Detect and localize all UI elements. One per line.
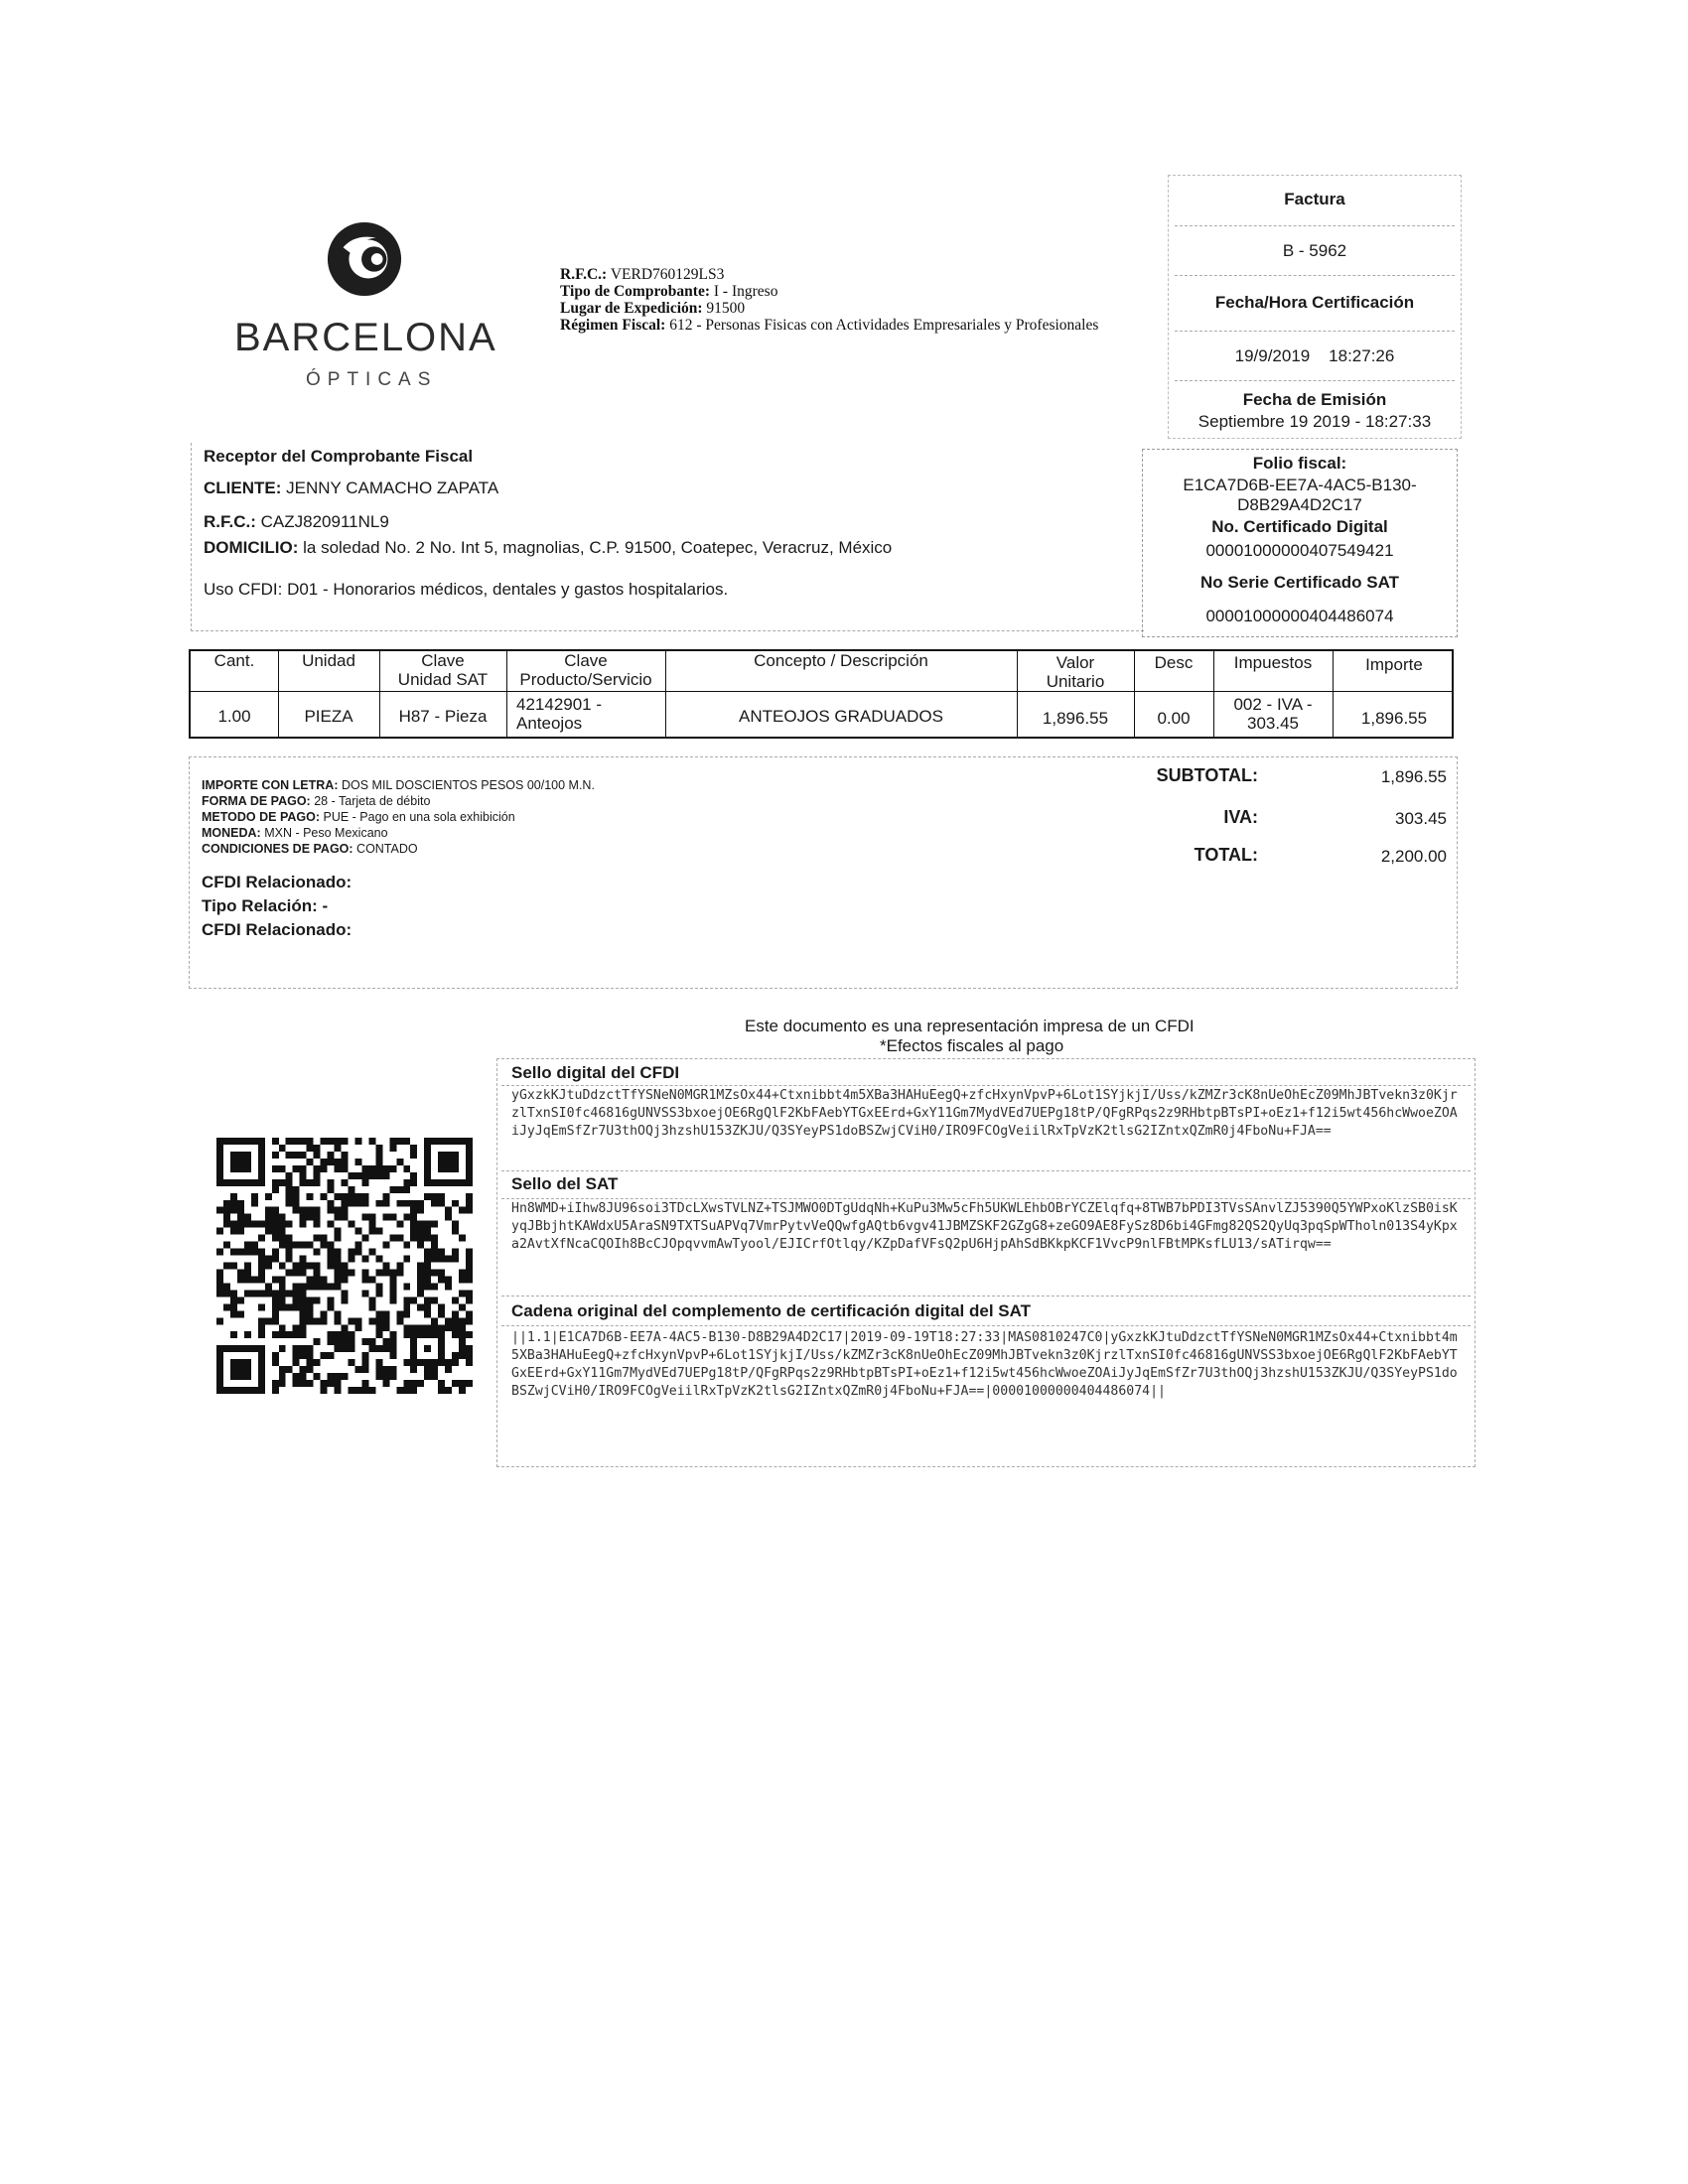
th-clave-prod-1: Clave bbox=[564, 651, 608, 670]
amount-letter: DOS MIL DOSCIENTOS PESOS 00/100 M.N. bbox=[341, 778, 595, 792]
relation-type: Tipo Relación: - bbox=[202, 896, 329, 915]
issuer-regimen: 612 - Personas Fisicas con Actividades Empresariales y Profesionales bbox=[669, 317, 1099, 334]
payment-method-label: METODO DE PAGO: bbox=[202, 810, 320, 824]
client-rfc-line bbox=[204, 512, 389, 532]
sat-seal-text: Hn8WMD+iIhw8JU96soi3TDcLXwsTVLNZ+TSJMWO0DTgUdqNh+KuPu3Mw5cFh5UKWLEhbOBrYCZElqfq+8TWB7bPDI3TVsSAnvlZJ5390Q5YWPxoKlzSB0isKyqJBbjhtKAWdxU5AraSN9TXTSuAPVq7VmrPytvVeQQwfgAQtb6vgv41JBMZSKF2GZgG8+zeGO9AE8FySz8D6bi4GFmg82QS2QyUq3pqSpWTholn013S4yKpxa2AvtXfNcaCQOIh8BcCJOpqvvmAwTyool/EJICrfOtlqy/KZpDafVFsQ2pU6HjpAhSdBKkpKCF1VvcP9nlFBtMPKsfLU13/sATirqw== bbox=[511, 1201, 1458, 1252]
currency-label: MONEDA: bbox=[202, 826, 261, 840]
cert-digital-label: No. Certificado Digital bbox=[1211, 517, 1388, 536]
invoice-title: Factura bbox=[1284, 190, 1345, 208]
issuer-lugar-label: Lugar de Expedición: bbox=[560, 300, 703, 317]
qr-code-icon bbox=[216, 1138, 473, 1394]
th-unidad: Unidad bbox=[302, 651, 355, 670]
subtotal-value: 1,896.55 bbox=[1380, 767, 1447, 786]
barcelona-logo-icon bbox=[326, 220, 403, 298]
emission-date: Septiembre 19 2019 - 18:27:33 bbox=[1197, 412, 1432, 431]
th-desc: Desc bbox=[1154, 653, 1194, 672]
total-label: TOTAL: bbox=[1194, 845, 1258, 865]
amount-letter-label: IMPORTE CON LETRA: bbox=[202, 778, 339, 792]
th-concepto: Concepto / Descripción bbox=[754, 651, 928, 670]
sat-serial-label: No Serie Certificado SAT bbox=[1200, 573, 1399, 592]
payment-conditions-label: CONDICIONES DE PAGO: bbox=[202, 842, 353, 856]
cfdi-related-1: CFDI Relacionado: bbox=[202, 873, 352, 891]
cert-digital: 00001000000407549421 bbox=[1205, 541, 1394, 560]
cert-datetime-label: Fecha/Hora Certificación bbox=[1214, 293, 1415, 312]
items-table bbox=[189, 649, 1454, 739]
th-cant: Cant. bbox=[213, 651, 255, 670]
client-address-label: DOMICILIO: bbox=[204, 538, 299, 557]
company-subtitle: ÓPTICAS bbox=[306, 369, 438, 390]
invoice-number: B - 5962 bbox=[1282, 241, 1347, 260]
client-line bbox=[204, 478, 498, 498]
th-valor-1: Valor bbox=[1055, 653, 1095, 672]
cfdi-seal-title: Sello digital del CFDI bbox=[511, 1063, 680, 1082]
client-address-line bbox=[204, 538, 892, 558]
item-unidad: PIEZA bbox=[304, 707, 353, 726]
folio-box bbox=[1142, 449, 1458, 637]
issuer-info bbox=[560, 266, 1116, 334]
th-clave-sat-2: Unidad SAT bbox=[397, 670, 489, 689]
cfdi-use-line bbox=[204, 580, 728, 600]
folio-line-1: E1CA7D6B-EE7A-4AC5-B130- bbox=[1183, 476, 1417, 494]
digital-seals bbox=[496, 1058, 1476, 1467]
subtotal-label: SUBTOTAL: bbox=[1156, 765, 1258, 785]
client-address: la soledad No. 2 No. Int 5, magnolias, C.P. 91500, Coatepec, Veracruz, México bbox=[303, 538, 893, 557]
cfdi-related bbox=[202, 871, 352, 942]
item-impuestos-2: 303.45 bbox=[1247, 714, 1299, 733]
th-impuestos: Impuestos bbox=[1233, 653, 1313, 672]
sat-serial: 00001000000404486074 bbox=[1205, 607, 1394, 625]
item-impuestos-1: 002 - IVA - bbox=[1233, 695, 1313, 714]
company-name: BARCELONA bbox=[234, 316, 497, 359]
totals-section bbox=[189, 756, 1458, 989]
print-note-line-2: *Efectos fiscales al pago bbox=[880, 1036, 1064, 1055]
item-clave-prod-1: 42142901 - bbox=[516, 695, 603, 714]
client-rfc-label: R.F.C.: bbox=[204, 512, 256, 531]
issuer-rfc-label: R.F.C.: bbox=[560, 266, 608, 283]
sat-seal-title: Sello del SAT bbox=[511, 1174, 619, 1193]
item-importe: 1,896.55 bbox=[1360, 709, 1428, 728]
cfdi-use: D01 - Honorarios médicos, dentales y gastos hospitalarios. bbox=[287, 580, 729, 599]
total-value: 2,200.00 bbox=[1380, 847, 1447, 866]
payment-info bbox=[202, 777, 595, 857]
payment-method: PUE - Pago en una sola exhibición bbox=[323, 810, 515, 824]
item-valor: 1,896.55 bbox=[1042, 709, 1109, 728]
payment-conditions: CONTADO bbox=[356, 842, 418, 856]
receptor-title: Receptor del Comprobante Fiscal bbox=[204, 447, 474, 466]
folio-label: Folio fiscal: bbox=[1252, 454, 1347, 473]
item-desc: 0.00 bbox=[1157, 709, 1191, 728]
cfdi-use-label: Uso CFDI: bbox=[204, 580, 283, 599]
th-valor bbox=[1017, 653, 1134, 691]
issuer-tipo: I - Ingreso bbox=[713, 283, 778, 300]
emission-date-label: Fecha de Emisión bbox=[1242, 390, 1387, 409]
issuer-regimen-label: Régimen Fiscal: bbox=[560, 317, 666, 334]
currency: MXN - Peso Mexicano bbox=[264, 826, 388, 840]
cert-time: 18:27:26 bbox=[1329, 346, 1395, 365]
client-label: CLIENTE: bbox=[204, 478, 282, 497]
th-clave-prod-2: Producto/Servicio bbox=[519, 670, 652, 689]
folio-line-2: D8B29A4D2C17 bbox=[1237, 495, 1362, 514]
print-note-line-1: Este documento es una representación impresa de un CFDI bbox=[745, 1017, 1195, 1035]
item-cant: 1.00 bbox=[217, 707, 251, 726]
th-importe: Importe bbox=[1365, 655, 1423, 674]
item-clave-prod-2: Anteojos bbox=[516, 714, 583, 733]
client-rfc: CAZJ820911NL9 bbox=[260, 512, 389, 531]
cfdi-related-2: CFDI Relacionado: bbox=[202, 920, 352, 939]
cfdi-seal-text: yGxzkKJtuDdzctTfYSNeN0MGR1MZsOx44+Ctxnibbt4m5XBa3HAHuEegQ+zfcHxynVpvP+6Lot1SYjkjI/Uss/kZMZr3cK8nUeOhEcZ09MhJBTvekn3z0KjrzlTxnSI0fc46816gUNVSS3bxoejOE6RgQlF2KbFAebYTGxEErd+GxY11Gm7MydVEd7UEPg18tP/QFgRPqs2z9RHbtpBTsPI+oEz1+f12i5wt456hcWwoeZOAiJyJqEmSfZr7U3thOQj3hzshU153ZKJU/Q3SYeyPS1doBSZwjCViH0/IRO9FCOgVeiilRxTpVzK2tlsG2IZntxQZmR0j4FboNu+FJA== bbox=[511, 1088, 1458, 1139]
cert-datetime bbox=[1169, 346, 1461, 366]
payment-form-label: FORMA DE PAGO: bbox=[202, 794, 311, 808]
payment-form: 28 - Tarjeta de débito bbox=[314, 794, 431, 808]
item-concepto: ANTEOJOS GRADUADOS bbox=[739, 707, 943, 726]
issuer-lugar: 91500 bbox=[706, 300, 746, 317]
receptor-section bbox=[191, 443, 1144, 631]
invoice-header-box bbox=[1168, 175, 1462, 439]
issuer-rfc: VERD760129LS3 bbox=[610, 266, 725, 283]
iva-label: IVA: bbox=[1223, 807, 1258, 827]
cadena-text: ||1.1|E1CA7D6B-EE7A-4AC5-B130-D8B29A4D2C17|2019-09-19T18:27:33|MAS0810247C0|yGxzkKJtuDdzctTfYSNeN0MGR1MZsOx44+Ctxnibbt4m5XBa3HAHuEegQ+zfcHxynVpvP+6Lot1SYjkjI/Uss/kZMZr3cK8nUeOhEcZ09MhJBTvekn3z0KjrzlTxnSI0fc46816gUNVSS3bxoejOE6RgQlF2KbFAebYTGxEErd+GxY11Gm7MydVEd7UEPg18tP/QFgRPqs2z9RHbtpBTsPI+oEz1+f12i5wt456hcWwoeZOAiJyJqEmSfZr7U3thOQj3hzshU153ZKJU/Q3SYeyPS1doBSZwjCViH0/IRO9FCOgVeiilRxTpVzK2tlsG2IZntxQZmR0j4FboNu+FJA==|00001000000404486074|| bbox=[511, 1330, 1458, 1399]
item-clave-sat: H87 - Pieza bbox=[398, 707, 488, 726]
th-clave-prod bbox=[506, 651, 665, 689]
iva-value: 303.45 bbox=[1395, 809, 1447, 828]
client-name: JENNY CAMACHO ZAPATA bbox=[286, 478, 499, 497]
th-valor-2: Unitario bbox=[1046, 672, 1105, 691]
print-note bbox=[745, 1017, 1241, 1056]
cadena-title: Cadena original del complemento de certificación digital del SAT bbox=[511, 1301, 1032, 1320]
item-impuestos bbox=[1213, 695, 1333, 733]
cert-date: 19/9/2019 bbox=[1234, 346, 1311, 365]
th-clave-sat bbox=[379, 651, 506, 689]
th-clave-sat-1: Clave bbox=[421, 651, 465, 670]
item-clave-prod bbox=[506, 695, 665, 733]
issuer-tipo-label: Tipo de Comprobante: bbox=[560, 283, 711, 300]
